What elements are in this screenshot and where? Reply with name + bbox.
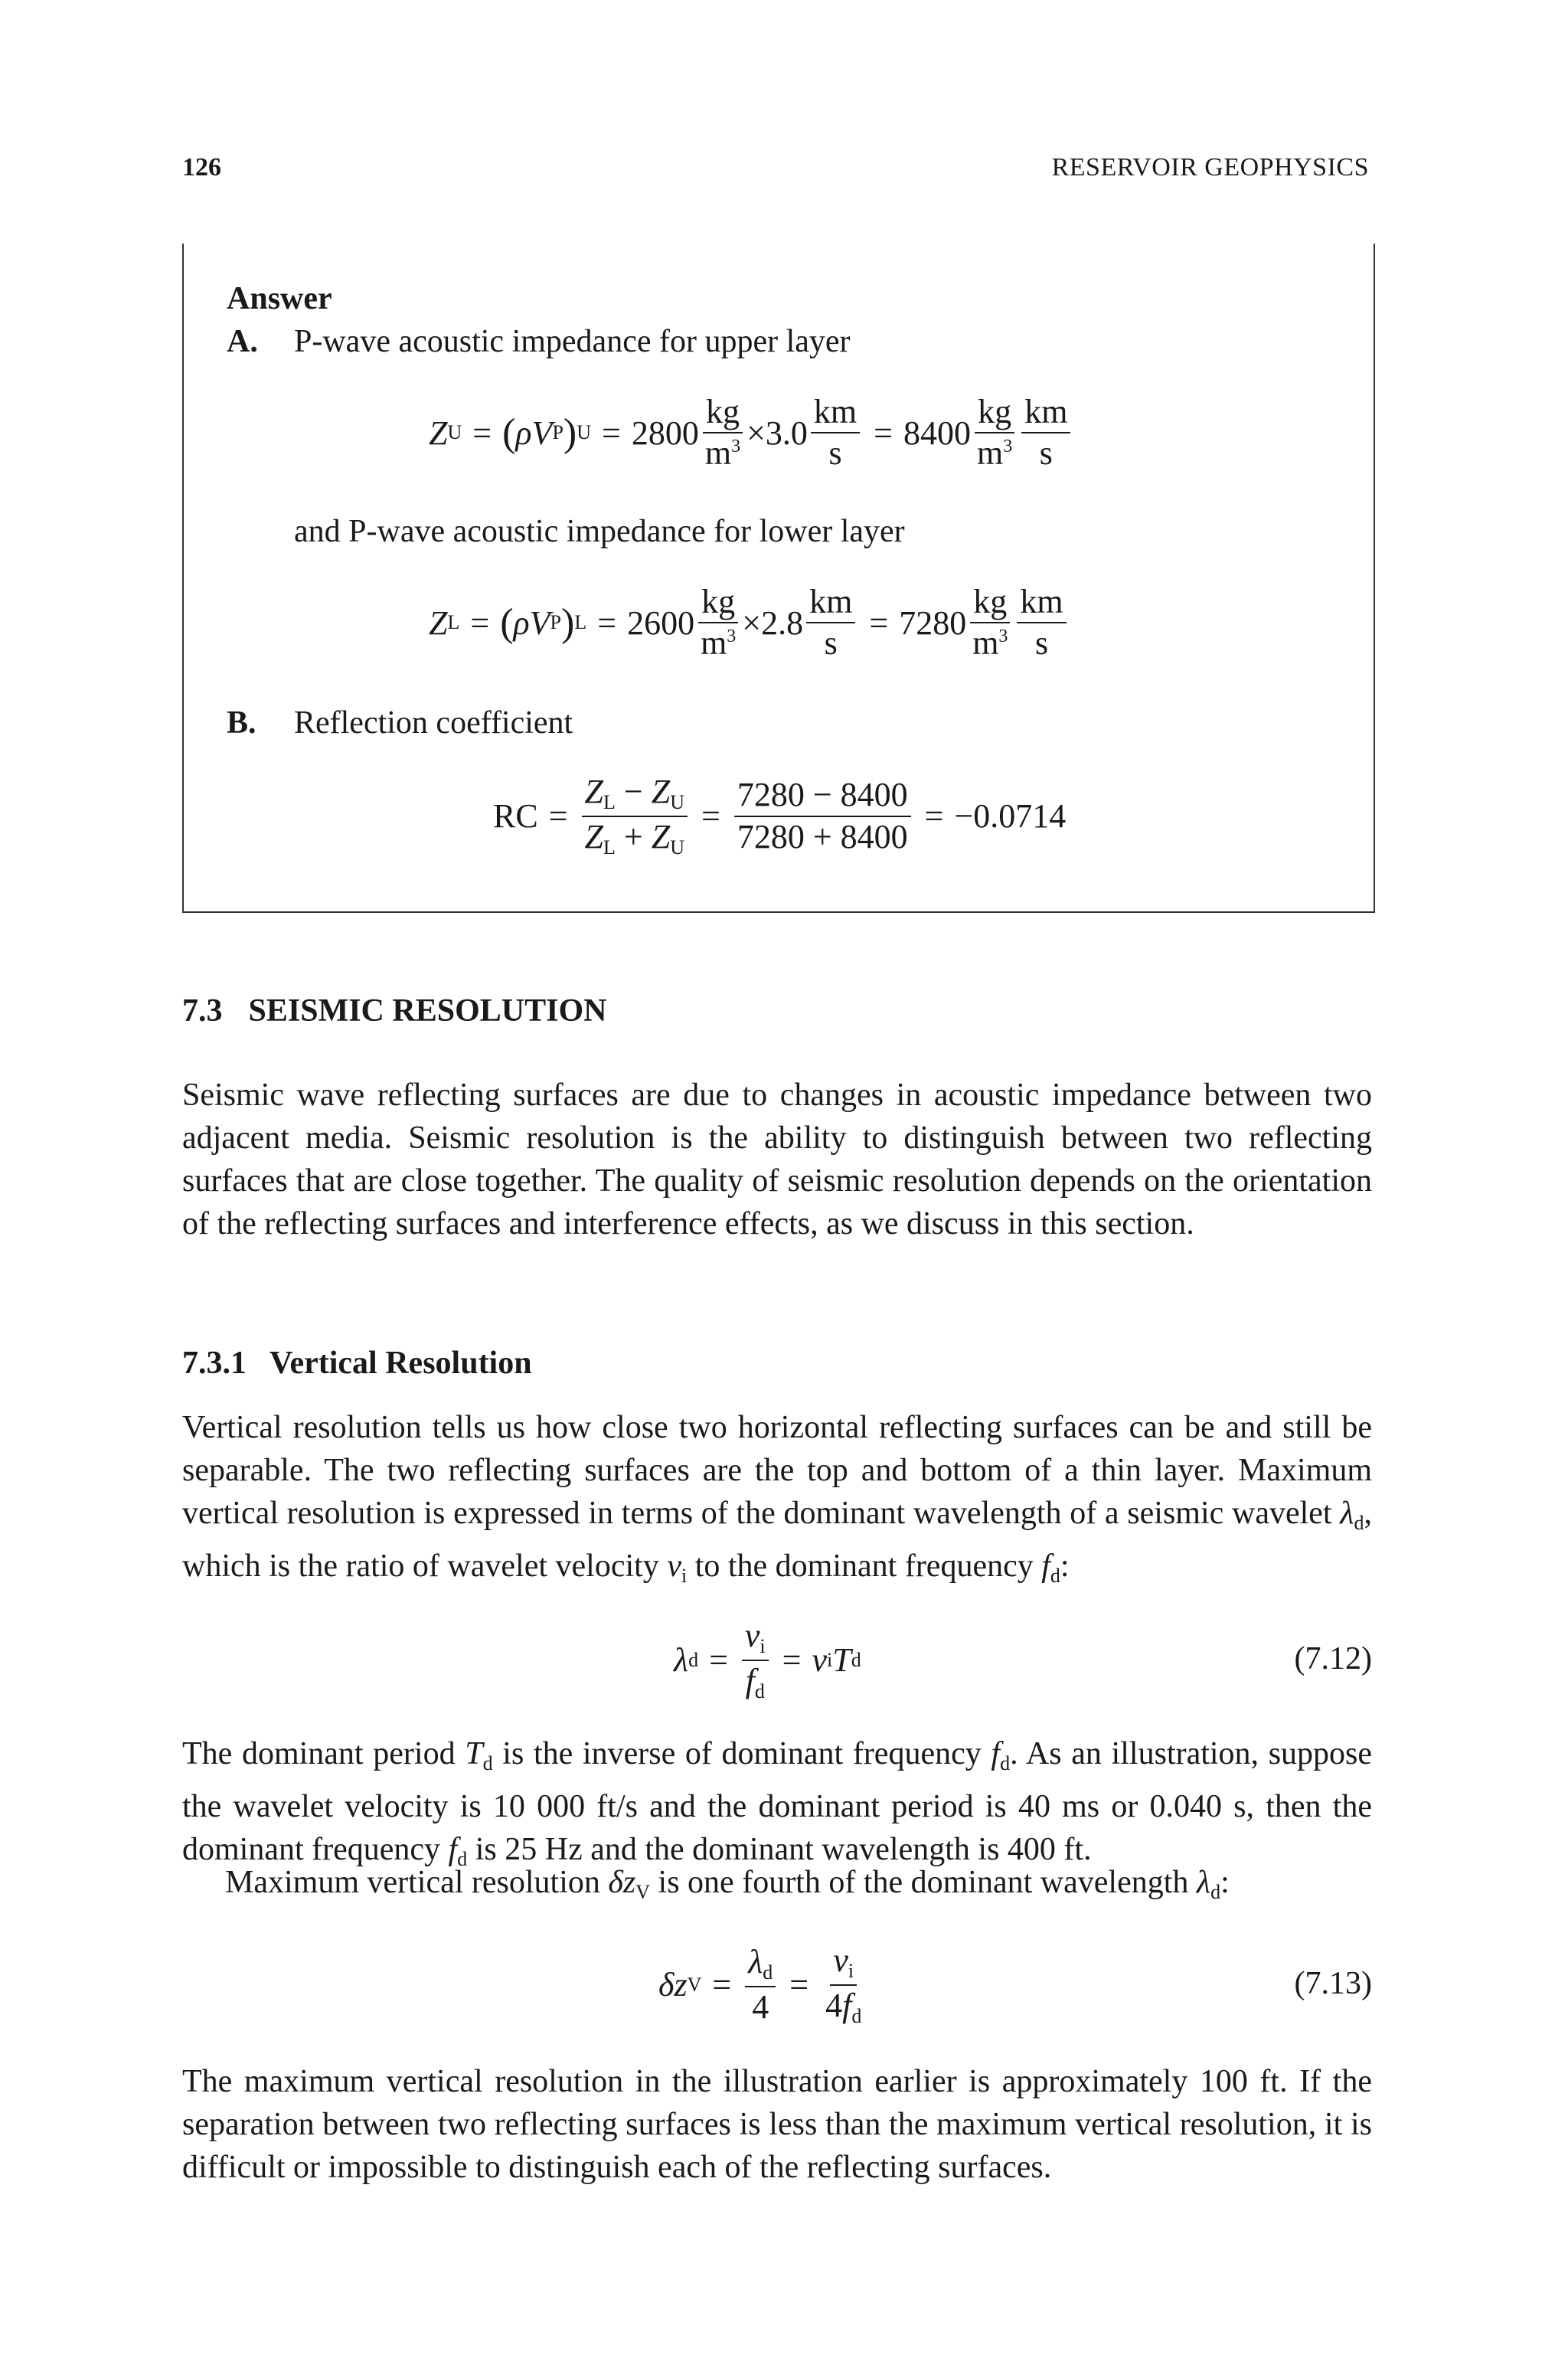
answer-box [182, 244, 1375, 913]
upper-result: 8400 [903, 414, 971, 452]
equation-upper-impedance: Z U = ( ρ V P ) U = 2800 $\frac{kg}{m^3}$ × 3.0 $\frac{km}{s}$ = 8400 $\frac{kg}{m^3}$ $\frac{km}{s}$ [429, 394, 1073, 473]
part-b-label: B. [227, 705, 256, 741]
lower-layer-text: and P-wave acoustic impedance for lower layer [294, 514, 905, 549]
lower-velocity: 2.8 [761, 603, 804, 642]
rc-result: −0.0714 [954, 797, 1067, 836]
page-number: 126 [182, 153, 221, 182]
equation-reflection-coefficient: RC = $\frac{Z_L - Z_U}{Z_L + Z_U}$ = $\frac{7280 - 8400}{7280 + 8400}$ = −0.0714 [493, 773, 1067, 859]
equation-7-13: δz V = $\frac{\lambda_d}{4}$ = $\frac{v_i}{4f_d}$ [658, 1941, 862, 2027]
part-b-line [227, 705, 573, 741]
paragraph-vertical-resolution: Vertical resolution tells us how close two horizontal reflecting surfaces can be and still be separable. The two reflecting surfaces are the top and bottom of a thin layer. Maximum vertical resolution is expressed in terms of the dominant wavelength of a seismic wavelet $\lambda_d$, which is the ratio of wavelet velocity $v_i$ to the dominant frequency $f_d$: [182, 1410, 1372, 1587]
equation-number-7-12: (7.12) [1294, 1641, 1372, 1676]
part-a-text: P-wave acoustic impedance for upper layer [294, 324, 851, 359]
unit-kg-m3: $\frac{kg}{m^3}$ [702, 394, 743, 473]
paragraph-dominant-period: The dominant period $T_d$ is the inverse of dominant frequency $f_d$. As an illustration, suppose the wavelet velocity is 10 000 ft/s and the dominant period is 40 ms or 0.040 s, then the dominant frequency $f_d$ is 25 Hz and the dominant wavelength is 400 ft. [182, 1736, 1373, 1870]
section-heading: 7.3 SEISMIC RESOLUTION [182, 993, 607, 1029]
upper-density: 2800 [631, 414, 699, 452]
part-a-line [227, 323, 851, 360]
paragraph-seismic-resolution: Seismic wave reflecting surfaces are due to changes in acoustic impedance between two adjacent media. Seismic resolution is the ability to distinguish between two reflecting surfaces that are close together. The quality of seismic resolution depends on the orientation of the reflecting surfaces and interference effects, as we discuss in this section. [182, 1078, 1372, 1241]
paragraph-max-resolution: Maximum vertical resolution $\delta z_V$ is one fourth of the dominant wavelength $\lambda_d$: [225, 1865, 1230, 1903]
upper-velocity: 3.0 [765, 414, 808, 452]
equation-lower-impedance: Z L = ( ρ V P ) L = 2600 $\frac{kg}{m^3}$ × 2.8 $\frac{km}{s}$ = 7280 $\frac{kg}{m^3}$ $\frac{km}{s}$ [429, 584, 1070, 662]
equation-7-12: λ d = $\frac{v_i}{f_d}$ = v i T d [674, 1617, 861, 1702]
part-b-text: Reflection coefficient [294, 705, 573, 741]
subsection-heading: 7.3.1 Vertical Resolution [182, 1346, 532, 1381]
part-a-label: A. [227, 324, 258, 359]
paragraph-conclusion: The maximum vertical resolution in the illustration earlier is approximately 100 ft. If the separation between two reflecting surfaces is less than the maximum vertical resolution, it is difficult or impossible to distinguish each of the reflecting surfaces. [182, 2064, 1372, 2185]
unit-km-s: $\frac{km}{s}$ [811, 394, 860, 473]
answer-title: Answer [227, 281, 332, 316]
running-head: RESERVOIR GEOPHYSICS [1051, 153, 1369, 182]
rc-symbolic-fraction: $\frac{Z_L - Z_U}{Z_L + Z_U}$ [582, 774, 688, 859]
lower-density: 2600 [627, 603, 695, 642]
equation-number-7-13: (7.13) [1294, 1966, 1372, 2001]
rc-numeric-fraction: $\frac{7280 - 8400}{7280 + 8400}$ [734, 777, 911, 855]
lower-result: 7280 [899, 603, 967, 642]
